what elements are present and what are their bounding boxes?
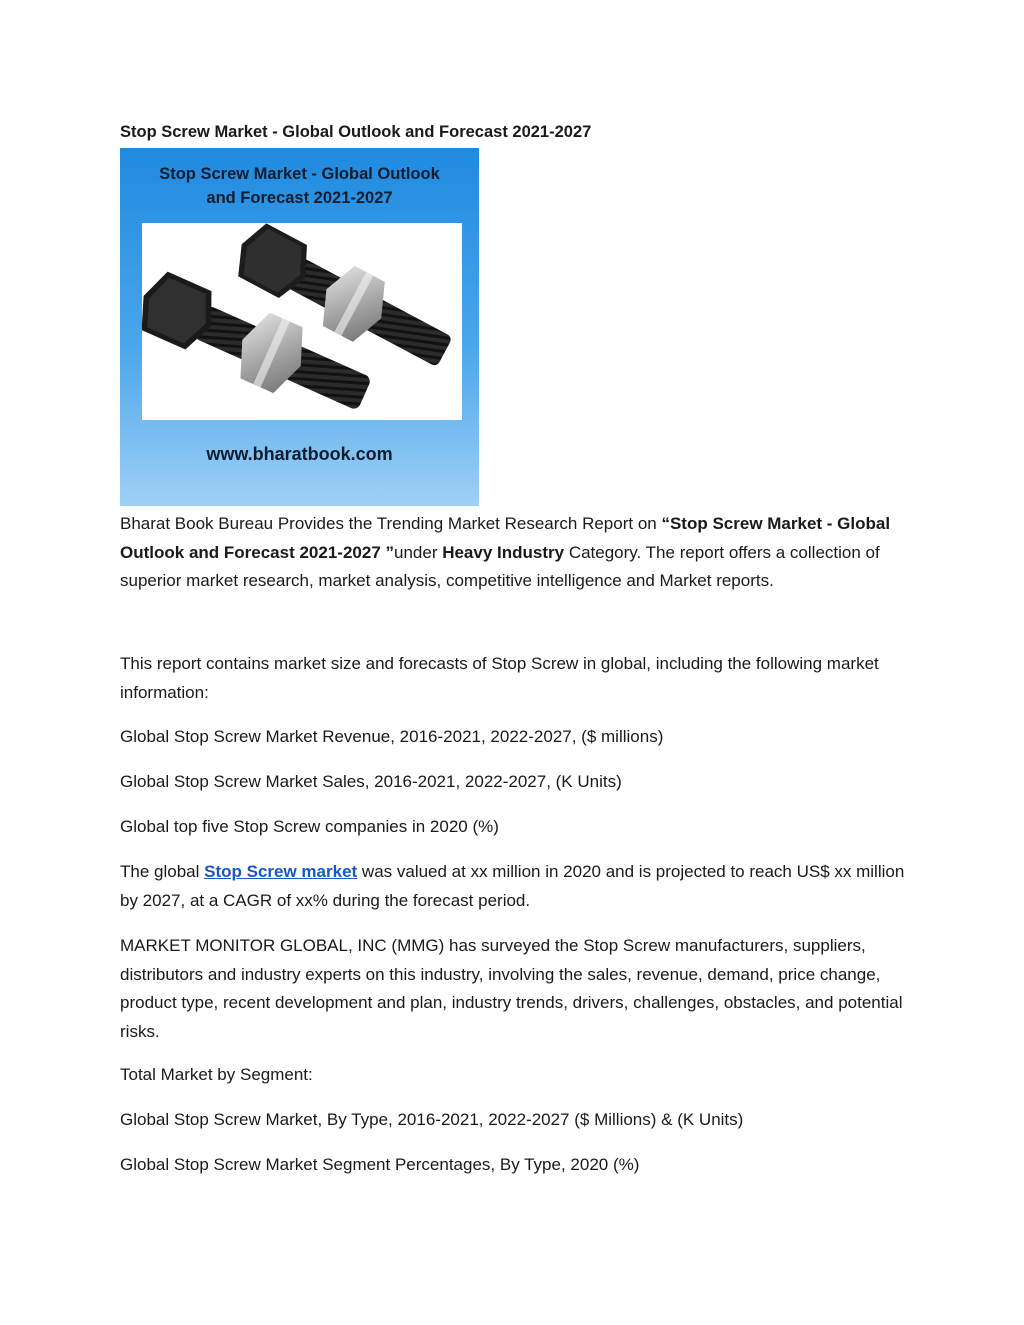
banner-url: www.bharatbook.com [206,444,393,464]
report-banner-image [120,148,479,506]
global-after: was valued at xx million in 2020 and is projected to reach US$ xx million by 2027, at a CAGR of xx% during the forecast period. [120,862,905,910]
segment-percentages-paragraph: Global Stop Screw Market Segment Percentages, By Type, 2020 (%) [120,1155,640,1174]
banner-title [120,162,479,210]
intro-part2: under [394,542,443,562]
document-title: Stop Screw Market - Global Outlook and Forecast 2021-2027 [120,123,592,141]
intro-category: Heavy Industry [442,542,565,562]
intro-paragraph [120,510,910,596]
intro-part3: Category. The report offers a collection of superior market research, market analysis, competitive intelligence and Market reports. [120,542,880,590]
by-type-paragraph: Global Stop Screw Market, By Type, 2016-2021, 2022-2027 ($ Millions) & (K Units) [120,1110,744,1129]
intro-report-name: “Stop Screw Market - Global Outlook and Forecast 2021-2027 ” [120,514,891,562]
stop-screw-market-link[interactable]: Stop Screw market [204,862,358,881]
global-before: The global [120,862,205,881]
intro-part1: Bharat Book Bureau Provides the Trending Market Research Report on [120,514,662,533]
banner-title-line2: and Forecast 2021-2027 [206,189,393,207]
hex-bolts-icon [142,223,462,420]
mmg-paragraph: MARKET MONITOR GLOBAL, INC (MMG) has surveyed the Stop Screw manufacturers, suppliers, distributors and industry experts on this industry, involving the sales, revenue, demand, price change, product type, recent development and plan, industry trends, drivers, challenges, obstacles, and potential risks. [120,936,903,1041]
banner-title-line1: Stop Screw Market - Global Outlook [159,165,440,183]
bolts-photo [142,223,462,420]
global-market-paragraph [120,858,910,915]
top-five-paragraph: Global top five Stop Screw companies in 2020 (%) [120,817,499,836]
revenue-paragraph: Global Stop Screw Market Revenue, 2016-2021, 2022-2027, ($ millions) [120,727,664,746]
sales-paragraph: Global Stop Screw Market Sales, 2016-2021, 2022-2027, (K Units) [120,772,622,791]
contains-paragraph: This report contains market size and forecasts of Stop Screw in global, including the following market information: [120,654,879,702]
total-segment-paragraph: Total Market by Segment: [120,1065,313,1084]
